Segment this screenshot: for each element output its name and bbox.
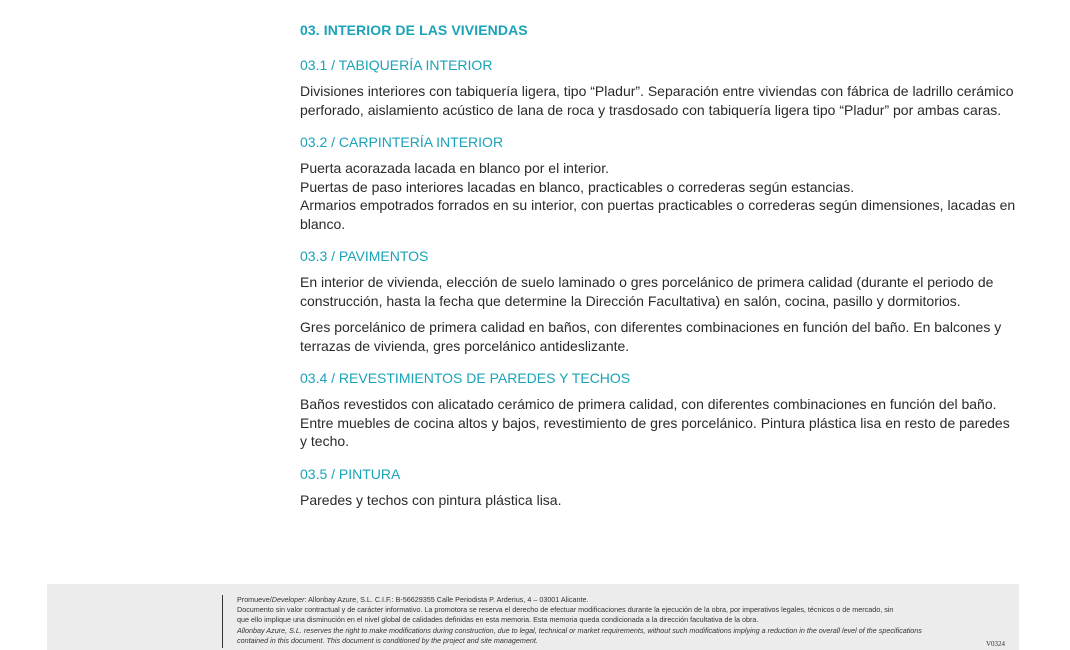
paragraph-line: Gres porcelánico de primera calidad en baños, con diferentes combinaciones en función del baño. En balcones y — [300, 319, 1002, 335]
section — [300, 248, 1020, 355]
section — [300, 370, 1020, 451]
section-paragraph — [300, 318, 1020, 355]
paragraph-line: construcción, hasta la fecha que determine la Dirección Facultativa) en salón, cocina, pasillo y dormitorios. — [300, 292, 961, 309]
section-heading: 03.2 / CARPINTERÍA INTERIOR — [300, 134, 504, 150]
footer-disclaimer-en-1: Allonbay Azure, S.L. reserves the right to make modifications during construction, due to legal, technical or market requirements, without such modifications implying a reduction in the overall level of the specifications — [237, 625, 922, 635]
paragraph-line: Paredes y techos con pintura plástica lisa. — [300, 491, 562, 508]
paragraph-line: En interior de vivienda, elección de suelo laminado o gres porcelánico de primera calidad (durante el periodo de — [300, 274, 994, 290]
section-paragraph — [300, 159, 1020, 233]
paragraph-line: Divisiones interiores con tabiquería ligera, tipo “Pladur”. Separación entre viviendas con fábrica de ladrillo cerámico — [300, 83, 1014, 99]
document-version-code: V0324 — [985, 640, 1005, 648]
footer-developer-text: : Allonbay Azure, S.L. C.I.F.: B-56629355 Calle Periodista P. Arderius, 4 – 03001 Alicante. — [304, 595, 589, 604]
paragraph-line: blanco. — [300, 215, 346, 232]
section — [300, 134, 1020, 233]
paragraph-line: Entre muebles de cocina altos y bajos, revestimiento de gres porcelánico. Pintura plástica lisa en resto de paredes — [300, 414, 1010, 431]
paragraph-line: y techo. — [300, 433, 350, 449]
paragraph-line: Puerta acorazada lacada en blanco por el interior. — [300, 160, 609, 176]
section-heading: 03.4 / REVESTIMIENTOS DE PAREDES Y TECHOS — [300, 370, 631, 386]
footer-disclaimer-en-2: contained in this document. This document is conditioned by the project and site management. — [237, 635, 538, 645]
section — [300, 57, 1020, 119]
sections-container — [300, 57, 1020, 509]
paragraph-line: Armarios empotrados forrados en su interior, con puertas practicables o correderas según dimensiones, lacadas en — [300, 197, 1016, 213]
footer-developer-prefix-italic: Developer — [271, 595, 305, 604]
footer-legal-text — [237, 595, 1007, 646]
paragraph-line: terrazas de vivienda, gres porcelánico antideslizante. — [300, 337, 630, 354]
document-content — [300, 22, 1020, 524]
section-paragraph — [300, 82, 1020, 119]
section-heading: 03.3 / PAVIMENTOS — [300, 248, 429, 264]
footer-developer-prefix: Promueve/ — [237, 595, 272, 604]
page-title: 03. INTERIOR DE LAS VIVIENDAS — [300, 22, 528, 38]
section-paragraph — [300, 273, 1020, 310]
section-paragraph — [300, 491, 1020, 510]
footer-divider — [222, 595, 223, 648]
section-heading: 03.5 / PINTURA — [300, 465, 401, 482]
paragraph-line: perforado, aislamiento acústico de lana de roca y trasdosado con tabiquería ligera tipo “Pladur” por ambas caras. — [300, 101, 1002, 118]
paragraph-line: Puertas de paso interiores lacadas en blanco, practicables o correderas según estancias. — [300, 178, 855, 195]
footer — [47, 584, 1019, 650]
footer-disclaimer-es-1: Documento sin valor contractual y de carácter informativo. La promotora se reserva el derecho de efectuar modificaciones durante la ejecución de la obra, por imperativos legales, técnicos o de mercado, sin — [237, 605, 894, 615]
footer-disclaimer-es-2: que ello implique una disminución en el nivel global de calidades definidas en esta memoria. Esta memoria queda condicionada a la dirección facultativa de la obra. — [237, 615, 759, 625]
paragraph-line: Baños revestidos con alicatado cerámico de primera calidad, con diferentes combinaciones en función del baño. — [300, 396, 997, 412]
footer-developer-line — [237, 595, 1007, 605]
section — [300, 466, 1020, 510]
section-heading: 03.1 / TABIQUERÍA INTERIOR — [300, 57, 493, 73]
section-paragraph — [300, 395, 1020, 451]
